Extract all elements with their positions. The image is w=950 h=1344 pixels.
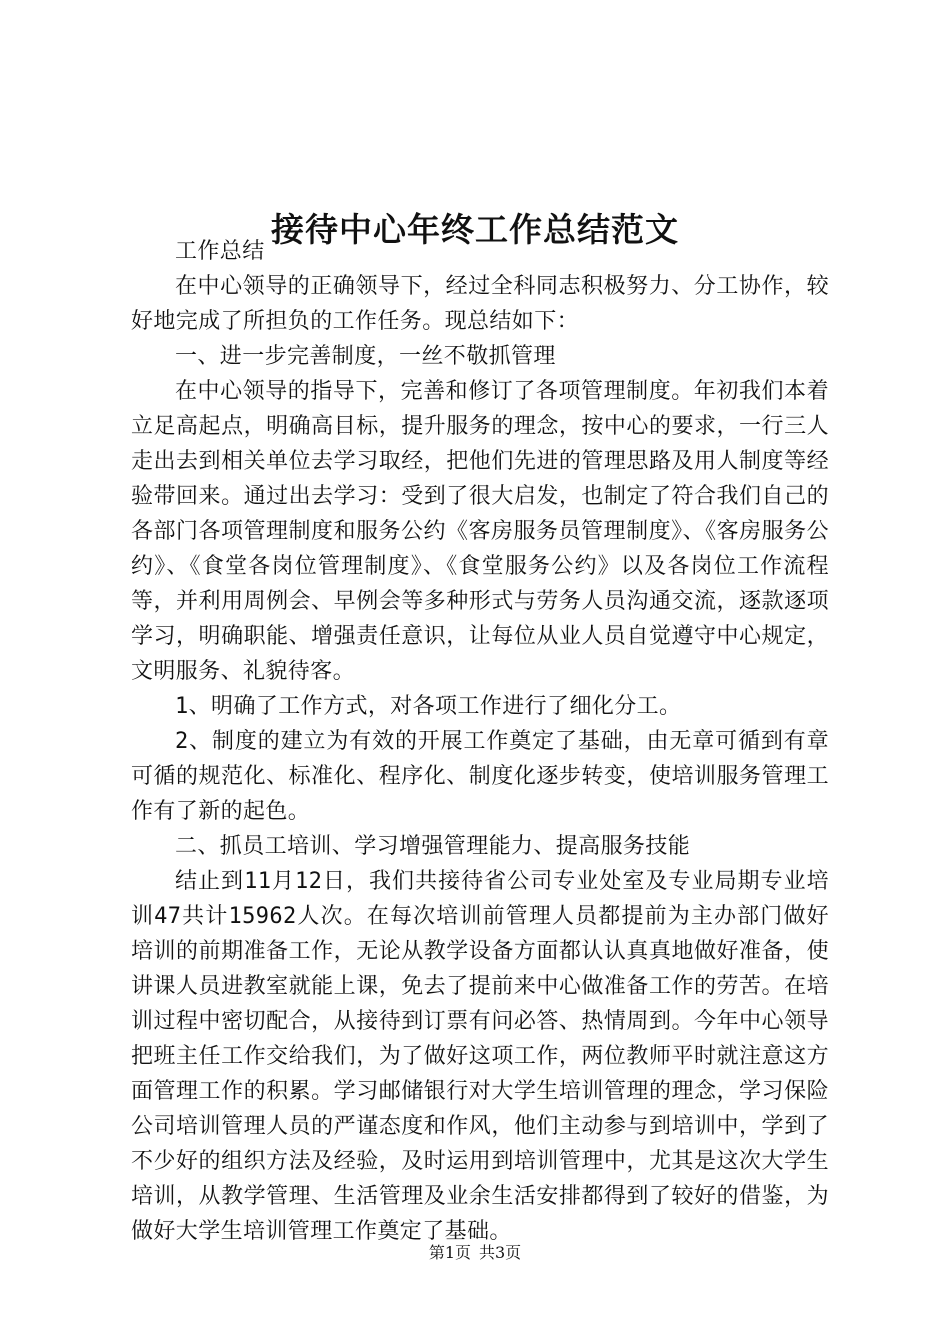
page-total: 共3页 [479,1243,522,1262]
page-number: 第1页 [428,1243,471,1262]
heading-work-summary: 工作总结 [175,239,265,264]
intro-paragraph: 在中心领导的正确领导下，经过全科同志积极努力、分工协作，较好地完成了所担负的工作任务。现总结如下： [131,274,829,334]
section-1-paragraph: 在中心领导的指导下，完善和修订了各项管理制度。年初我们本着立足高起点，明确高目标，提升服务的理念，按中心的要求，一行三人走出去到相关单位去学习取经，把他们先进的管理思路及用人制度等经验带回来。通过出去学习：受到了很大启发，也制定了符合我们自己的各部门各项管理制度和服务公约《客房服务员管理制度》、《客房服务公约》、《食堂各岗位管理制度》、《食堂服务公约》以及各岗位工作流程等，并利用周例会、早例会等多种形式与劳务人员沟通交流，逐款逐项学习，明确职能、增强责任意识，让每位从业人员自觉遵守中心规定，文明服务、礼貌待客。 [131,379,829,684]
section-heading-2: 二、抓员工培训、学习增强管理能力、提高服务技能 [175,834,691,859]
list-item-1: 1、明确了工作方式，对各项工作进行了细化分工。 [175,694,682,719]
page-footer [0,1241,950,1265]
list-item-2: 2、制度的建立为有效的开展工作奠定了基础，由无章可循到有章可循的规范化、标准化、程序化、制度化逐步转变，使培训服务管理工作有了新的起色。 [131,729,829,824]
section-2-paragraph: 结止到11月12日，我们共接待省公司专业处室及专业局期专业培训47共计15962人次。在每次培训前管理人员都提前为主办部门做好培训的前期准备工作，无论从教学设备方面都认认真真地做好准备，使讲课人员进教室就能上课，免去了提前来中心做准备工作的劳苦。在培训过程中密切配合，从接待到订票有问必答、热情周到。今年中心领导把班主任工作交给我们，为了做好这项工作，两位教师平时就注意这方面管理工作的积累。学习邮储银行对大学生培训管理的理念，学习保险公司培训管理人员的严谨态度和作风，他们主动参与到培训中，学到了不少好的组织方法及经验，及时运用到培训管理中，尤其是这次大学生培训，从教学管理、生活管理及业余生活安排都得到了较好的借鉴，为做好大学生培训管理工作奠定了基础。 [131,869,829,1244]
document-body [131,234,829,1249]
document-title: 接待中心年终工作总结范文 [271,210,679,250]
section-heading-1: 一、进一步完善制度，一丝不敬抓管理 [175,344,556,369]
